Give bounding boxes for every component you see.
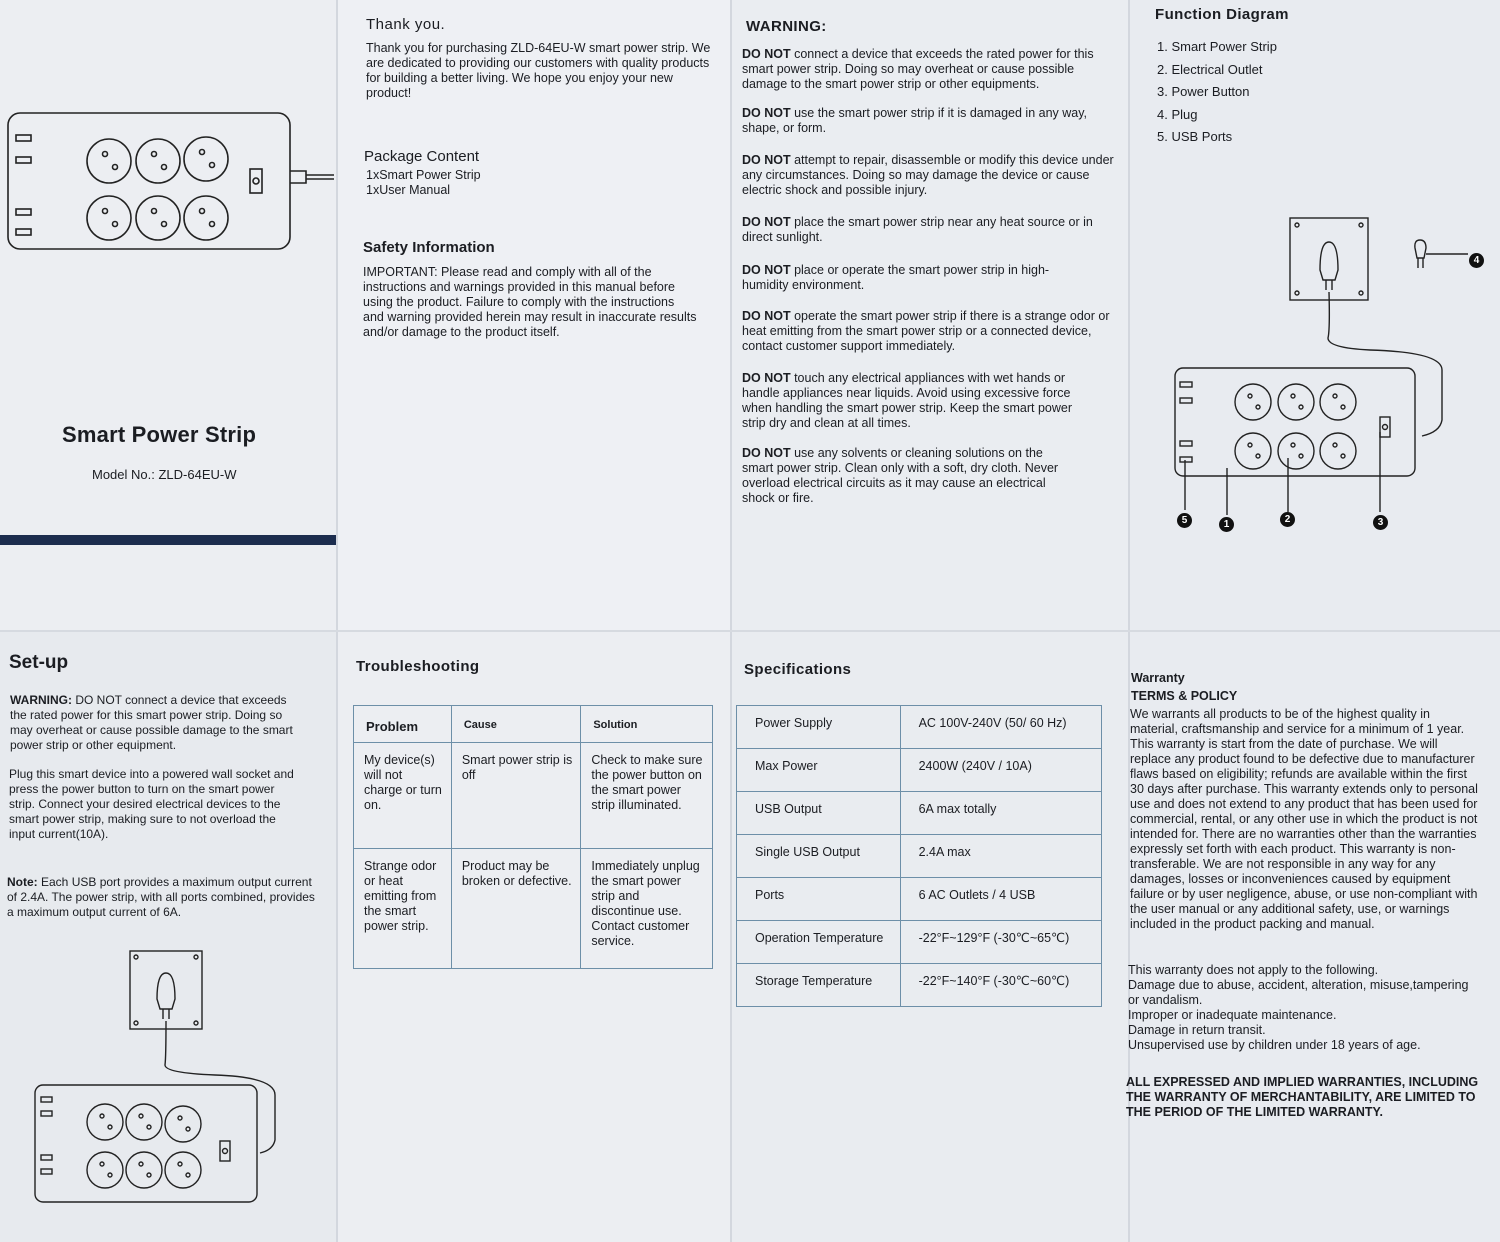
table-row [737, 921, 1102, 964]
spec-value: -22°F~129°F (-30℃~65℃) [900, 921, 1101, 964]
setup-note-label: Note: [7, 875, 38, 889]
warning-text: touch any electrical appliances with wet hands or handle appliances near liquids. Avoid using excessive force when handling the smart power strip. Keep the smart power strip dry and clean at all times. [742, 371, 1073, 430]
callout-5: 5 [1177, 513, 1192, 528]
warranty-exclusions [1128, 963, 1483, 1053]
spec-value: 2.4A max [900, 835, 1101, 878]
warning-item [742, 106, 1117, 136]
column-header: Cause [451, 706, 581, 743]
outlet-icon [1278, 384, 1314, 420]
column-header: Solution [581, 706, 713, 743]
table-cell: Immediately unplug the smart power strip and discontinue use. Contact customer service. [581, 849, 713, 969]
table-header-row [354, 706, 713, 743]
outlet-icon [184, 196, 228, 240]
outlet-icon [87, 139, 131, 183]
wall-socket-icon [130, 951, 202, 1029]
function-item: 2. Electrical Outlet [1157, 61, 1263, 77]
spec-label: Single USB Output [737, 835, 901, 878]
exclusion-item: Improper or inadequate maintenance. [1128, 1008, 1337, 1022]
table-row [737, 878, 1102, 921]
warning-text: use any solvents or cleaning solutions on the smart power strip. Clean only with a soft, dry cloth. Never overload electrical circuits as it may cause an electrical shock or fire. [742, 446, 1059, 505]
outlet-icon [184, 137, 228, 181]
do-not-label: DO NOT [742, 371, 791, 385]
fold-line [730, 0, 732, 1242]
setup-warning-label: WARNING: [10, 693, 72, 707]
model-number: Model No.: ZLD-64EU-W [92, 467, 237, 482]
outlet-icon [1320, 433, 1356, 469]
warning-item [742, 263, 1052, 293]
outlet-icon [87, 1152, 123, 1188]
table-row [737, 835, 1102, 878]
callout-1: 1 [1219, 517, 1234, 532]
do-not-label: DO NOT [742, 215, 791, 229]
spec-value: 6 AC Outlets / 4 USB [900, 878, 1101, 921]
spec-value: 6A max totally [900, 792, 1101, 835]
warranty-heading: Warranty [1131, 671, 1185, 685]
warranty-subheading: TERMS & POLICY [1131, 689, 1238, 703]
package-list [366, 168, 481, 198]
do-not-label: DO NOT [742, 153, 791, 167]
outlet-icon [126, 1152, 162, 1188]
cord-icon [306, 175, 334, 179]
specifications-table [736, 705, 1102, 1007]
do-not-label: DO NOT [742, 263, 791, 277]
wall-socket-icon [1290, 218, 1368, 300]
warning-text: attempt to repair, disassemble or modify this device under any circumstances. Doing so may damage the device or cause electric shock and possible injury. [742, 153, 1114, 197]
spec-label: USB Output [737, 792, 901, 835]
do-not-label: DO NOT [742, 446, 791, 460]
do-not-label: DO NOT [742, 106, 791, 120]
outlet-icon [1235, 433, 1271, 469]
warning-item [742, 446, 1062, 506]
warning-item [742, 215, 1117, 245]
thank-you-heading: Thank you. [366, 16, 446, 33]
table-cell: Product may be broken or defective. [451, 849, 581, 969]
exclusion-item: Unsupervised use by children under 18 years of age. [1128, 1038, 1421, 1052]
warranty-disclaimer: ALL EXPRESSED AND IMPLIED WARRANTIES, INCLUDING THE WARRANTY OF MERCHANTABILITY, ARE LIMITED TO THE PERIOD OF THE LIMITED WARRANTY. [1126, 1075, 1479, 1119]
do-not-label: DO NOT [742, 47, 791, 61]
outlet-icon [1235, 384, 1271, 420]
safety-text: IMPORTANT: Please read and comply with all of the instructions and warnings provided in this manual before using the product. Failure to comply with the instructions and warning provided herein may result in inaccurate results and/or damage to the product itself. [363, 265, 697, 339]
troubleshooting-table [353, 705, 713, 969]
spec-label: Ports [737, 878, 901, 921]
outlet-icon [1278, 433, 1314, 469]
spec-label: Operation Temperature [737, 921, 901, 964]
setup-warning [10, 693, 300, 753]
exclusions-intro: This warranty does not apply to the following. [1128, 963, 1379, 977]
package-heading: Package Content [364, 148, 480, 165]
package-item: 1xUser Manual [366, 183, 451, 197]
table-row [737, 749, 1102, 792]
troubleshooting-heading: Troubleshooting [356, 658, 480, 675]
warning-item [742, 371, 1097, 431]
function-list [1157, 36, 1277, 149]
power-button-icon [1380, 417, 1390, 437]
table-row [354, 849, 713, 969]
warning-text: place the smart power strip near any heat source or in direct sunlight. [742, 215, 1093, 244]
plug-icon [1415, 240, 1426, 258]
thank-you-text: Thank you for purchasing ZLD-64EU-W smart power strip. We are dedicated to providing our customers with quality products for building a better living. We hope you enjoy your new product! [366, 41, 711, 100]
function-item: 5. USB Ports [1157, 129, 1233, 144]
column-header: Problem [354, 706, 452, 743]
plug-icon [1320, 242, 1338, 280]
function-item: 3. Power Button [1157, 84, 1250, 99]
setup-warning-text: DO NOT connect a device that exceeds the rated power for this smart power strip. Doing so may overheat or cause possible damage to the smart power strip or other equipment. [10, 693, 293, 752]
warning-heading: WARNING: [746, 18, 827, 35]
table-row [737, 964, 1102, 1007]
power-button-icon [250, 169, 262, 193]
cover-title: Smart Power Strip [62, 422, 257, 447]
power-strip-body [35, 1085, 257, 1202]
warning-item [742, 47, 1117, 92]
outlet-icon [87, 1104, 123, 1140]
outlet-icon [136, 196, 180, 240]
table-cell: My device(s) will not charge or turn on. [354, 743, 452, 849]
table-cell: Strange odor or heat emitting from the smart power strip. [354, 849, 452, 969]
spec-value: -22°F~140°F (-30℃~60℃) [900, 964, 1101, 1007]
power-strip-illustration [0, 105, 340, 255]
warning-item [742, 309, 1117, 354]
warning-text: operate the smart power strip if there is a strange odor or heat emitting from the smart power strip or a connected device, contact customer support immediately. [742, 309, 1110, 353]
spec-label: Power Supply [737, 706, 901, 749]
package-item: 1xSmart Power Strip [366, 168, 481, 182]
table-row [354, 743, 713, 849]
table-cell: Smart power strip is off [451, 743, 581, 849]
spec-value: AC 100V-240V (50/ 60 Hz) [900, 706, 1101, 749]
fold-line [0, 630, 1500, 632]
exclusion-item: Damage in return transit. [1128, 1023, 1266, 1037]
outlet-icon [1320, 384, 1356, 420]
power-button-icon [220, 1141, 230, 1161]
warning-text: place or operate the smart power strip in high-humidity environment. [742, 263, 1050, 292]
warning-item [742, 153, 1117, 198]
outlet-icon [165, 1152, 201, 1188]
table-row [737, 706, 1102, 749]
cover-accent-bar [0, 535, 336, 545]
function-item: 1. Smart Power Strip [1157, 39, 1277, 54]
safety-heading: Safety Information [363, 239, 495, 256]
callout-3: 3 [1373, 515, 1388, 530]
do-not-label: DO NOT [742, 309, 791, 323]
spec-value: 2400W (240V / 10A) [900, 749, 1101, 792]
setup-note-text: Each USB port provides a maximum output current of 2.4A. The power strip, with all ports combined, provides a maximum output current of 6A. [7, 875, 315, 919]
spec-label: Storage Temperature [737, 964, 901, 1007]
specifications-heading: Specifications [744, 661, 852, 678]
warning-text: use the smart power strip if it is damaged in any way, shape, or form. [742, 106, 1088, 135]
setup-note [7, 875, 317, 920]
fold-line [1128, 0, 1130, 1242]
function-heading: Function Diagram [1155, 6, 1289, 23]
warning-text: connect a device that exceeds the rated power for this smart power strip. Doing so may overheat or cause possible damage to the smart power strip or other equipments. [742, 47, 1094, 91]
table-cell: Check to make sure the power button on the smart power strip illuminated. [581, 743, 713, 849]
table-row [737, 792, 1102, 835]
callout-4: 4 [1469, 253, 1484, 268]
setup-heading: Set-up [9, 652, 69, 673]
setup-illustration [25, 945, 325, 1210]
outlet-icon [126, 1104, 162, 1140]
outlet-icon [136, 139, 180, 183]
plug-icon [157, 973, 175, 1009]
warranty-text: We warrants all products to be of the highest quality in material, craftsmanship and service for a minimum of 1 year. This warranty is start from the date of purchase. We will replace any product found to be defective due to manufacturer flaws based on eligibility; refunds are available within the first 30 days after purchase. This warranty extends only to personal use and does not extend to any product that has been used for commercial, rental, or any other use in which the product is not intended for. There are no warranties other than the warranties expressly set forth with each product. This warranty is non-transferable. We are not responsible in any way for any damages, losses or inconveniences caused by equipment failure or by user negligence, abuse, or use non-compliant with the user manual or any additional safety, use, or warnings included in the product packing and manual. [1130, 707, 1478, 931]
outlet-icon [87, 196, 131, 240]
setup-instructions: Plug this smart device into a powered wall socket and press the power button to turn on the smart power strip. Connect your desired electrical devices to the smart power strip, making sure to not overload the input current(10A). [9, 767, 294, 841]
spec-label: Max Power [737, 749, 901, 792]
outlet-icon [165, 1106, 201, 1142]
exclusion-item: Damage due to abuse, accident, alteration, misuse,tampering or vandalism. [1128, 978, 1469, 1007]
function-item: 4. Plug [1157, 106, 1198, 122]
function-diagram [1160, 210, 1500, 540]
callout-2: 2 [1280, 512, 1295, 527]
